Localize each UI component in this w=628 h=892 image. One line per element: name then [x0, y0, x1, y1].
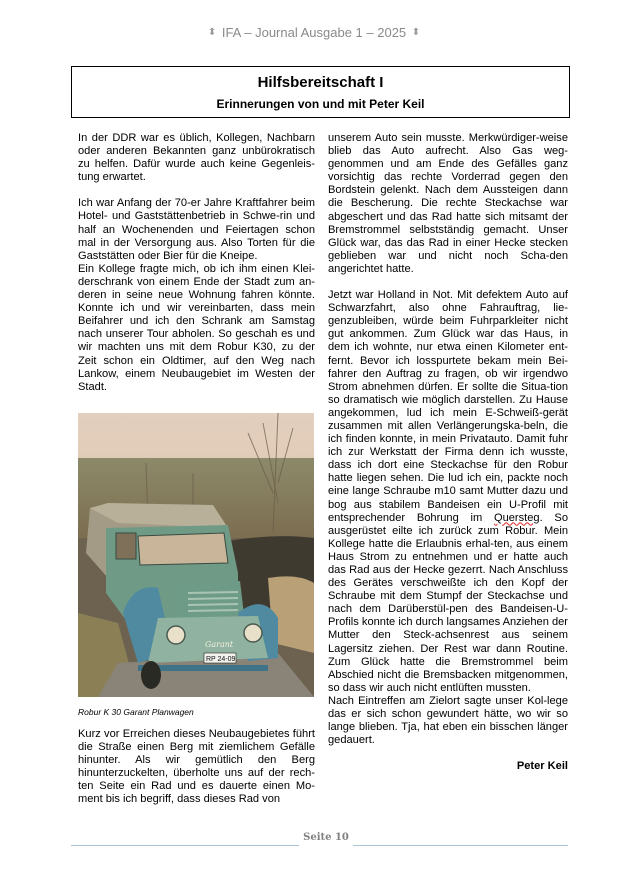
paragraph: unserem Auto sein musste. Merkwürdiger-weise blieb das Auto aufrecht. Also Gas weg-genommen und am Ende des Gefälles ganz vorsichtig das rechte Vorderrad gegen den Bordstein gelenkt. Nach dem Aussteigen dann die Bescherung. Die rechte Steckachse war abgeschert und das Rad hatte sich mitsamt der Bremstrommel selbstständig gemacht. Unser Glück war, das das Rad in einer Hecke stecken geblieben war und nicht noch Scha-den angerichtet hatte. [328, 132, 568, 275]
paragraph: Kurz vor Erreichen dieses Neubaugebietes führt die Straße einen Berg mit ziemlichem Gefälle hinunter. Als wir gemütlich den Berg hinunterzuckelten, überholte uns auf der rech-ten Seite ein Rad und es dauerte einen Mo-ment bis ich begriff, dass dieses Rad von [78, 728, 315, 806]
page-number: Seite 10 [303, 832, 349, 843]
paragraph: In der DDR war es üblich, Kollegen, Nachbarn oder anderen Bekannten ganz unbürokratisch zu helfen. Dafür wurde auch keine Gegenleis-tung erwartet. [78, 132, 315, 184]
journal-title: IFA – Journal Ausgabe 1 – 2025 [221, 25, 407, 40]
diamond-arrows-icon: ⬍ [411, 27, 421, 38]
paragraph: Ich war Anfang der 70-er Jahre Kraftfahrer beim Hotel- und Gaststättenbetrieb in Schwe-rin und half an Wochenenden und Feiertagen schon mal in der Versorgung aus. Also Torten für die Gaststätten oder Bier für die Kneipe. [78, 197, 315, 262]
truck-photo [78, 413, 314, 697]
article-subtitle: Erinnerungen von und mit Peter Keil [216, 97, 425, 111]
left-column [78, 132, 315, 394]
diamond-arrows-icon: ⬍ [207, 27, 217, 38]
page-footer [0, 832, 628, 852]
right-column [328, 132, 568, 773]
author-signature: Peter Keil [516, 760, 568, 773]
paragraph: Jetzt war Holland in Not. Mit defektem Auto auf Schwarzfahrt, also ohne Fahrauftrag, lie-genzubleiben, würde beim Fuhrparkleiter nicht gut ankommen. Zum Glück war das Haus, in dem ich wohnte, nur etwa einen Kilometer ent-fernt. Bevor ich losspurtete bekam mein Bei-fahrer den Auftrag zu fragen, ob wir irgendwo Strom abnehmen dürfen. Er sollte die Situa-tion so dramatisch wie möglich darstellen. Zu Hause angekommen, lud ich mein E-Schweiß-gerät zusammen mit allen Verlängerungska-beln, die ich finden konnte, in mein Privatauto. Damit fuhr ich zur Werkstatt der Firma denn ich wusste, dass ich dort eine Steckachse für den Robur hatte liegen sehen. Die lud ich ein, packte noch eine lange Schraube m10 samt Mutter dazu und bog aus stabilem Bandeisen ein U-Profil mit entsprechender Bohrung im Quersteg. So ausgerüstet eilte ich zurück zum Robur. Mein Kollege hatte die Erlaubnis erhal-ten, aus einem Haus Strom zu entnehmen und er hatte auch das Rad aus der Hecke gezerrt. Nach Anschluss des Gerätes verschweißte ich den Kopf der Schraube mit dem Stumpf der Steckachse und nach dem Darüberstül-pen des Bandeisen-U-Profils konnte ich durch langsames Anziehen der Mutter den Steck-achsenrest aus seinem Lagersitz ziehen. Der Rest war dann Routine. Zum Glück hatte die Bremstrommel beim Abschied nicht die Bremsbacken mitgenommen, so dass wir auch nicht entlüften mussten. [328, 289, 568, 694]
article-title: Hilfsbereitschaft I [257, 74, 384, 91]
svg-text:Garant: Garant [205, 640, 234, 649]
paragraph: Ein Kollege fragte mich, ob ich ihm einen Klei-derschrank von einem Ende der Stadt zum an-deren in seine neue Wohnung fahren könnte. Konnte ich und wir vereinbarten, dass mein Beifahrer und ich den Schrank am Samstag nach unserer Tour abholen. So geschah es und wir machten uns mit dem Robur K30, zu der Zeit schon ein Oldtimer, auf den Weg nach Lankow, einem Neubaugebiet im Westen der Stadt. [78, 262, 315, 393]
svg-text:RP 24-09: RP 24-09 [206, 656, 236, 663]
left-column-continued [78, 728, 315, 807]
photo-caption: Robur K 30 Garant Planwagen [78, 707, 194, 717]
article-title-box [71, 66, 570, 118]
footer-rule-right [353, 845, 568, 846]
robur-truck-image [78, 413, 314, 697]
spellcheck-underlined-word: Quersteg [493, 511, 540, 524]
running-header [0, 25, 628, 40]
paragraph: Nach Eintreffen am Zielort sagte unser Kol-lege das er sich schon gewundert hätte, wo wir so lange blieben. Tja, hat eben ein bisschen länger gedauert. [328, 694, 568, 747]
footer-rule-left [71, 845, 299, 846]
